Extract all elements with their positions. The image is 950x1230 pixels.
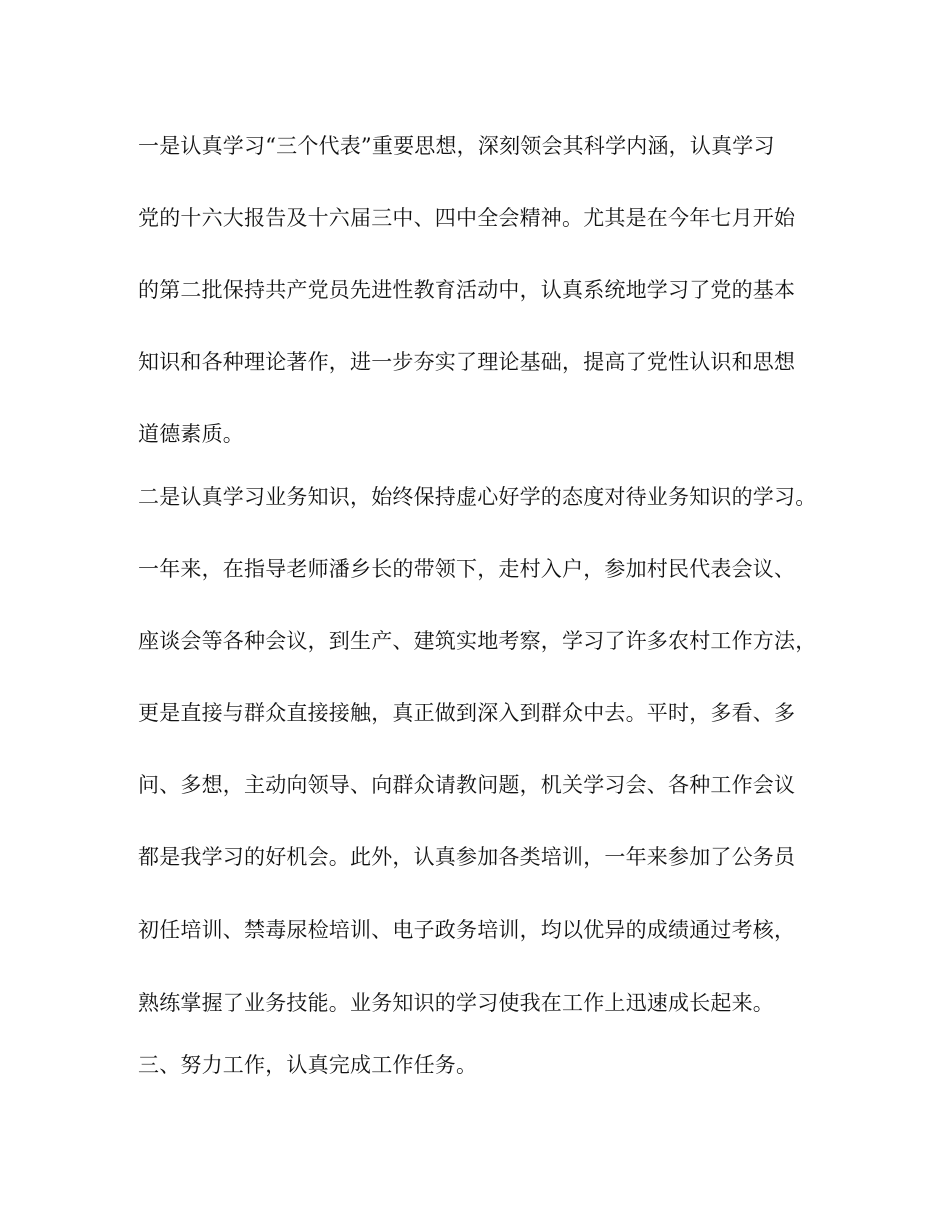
paragraph-line: 道德素质。 <box>138 422 244 446</box>
section-heading: 三、努力工作，认真完成工作任务。 <box>138 1053 478 1077</box>
paragraph-line: 熟练掌握了业务技能。业务知识的学习使我在工作上迅速成长起来。 <box>138 991 774 1015</box>
paragraph-line: 更是直接与群众直接接触，真正做到深入到群众中去。平时，多看、多 <box>138 701 796 725</box>
paragraph-line: 都是我学习的好机会。此外，认真参加各类培训，一年来参加了公务员 <box>138 845 796 869</box>
paragraph-line: 座谈会等各种会议，到生产、建筑实地考察，学习了许多农村工作方法， <box>138 629 817 653</box>
paragraph-line: 一是认真学习“三个代表”重要思想，深刻领会其科学内涵，认真学习 <box>138 134 775 158</box>
paragraph-line: 党的十六大报告及十六届三中、四中全会精神。尤其是在今年七月开始 <box>138 206 796 230</box>
paragraph-line: 一年来，在指导老师潘乡长的带领下，走村入户，参加村民代表会议、 <box>138 557 796 581</box>
paragraph-line: 问、多想，主动向领导、向群众请教问题，机关学习会、各种工作会议 <box>138 773 796 797</box>
paragraph-line: 二是认真学习业务知识，始终保持虚心好学的态度对待业务知识的学习。 <box>138 485 817 509</box>
paragraph-line: 的第二批保持共产党员先进性教育活动中，认真系统地学习了党的基本 <box>138 278 796 302</box>
paragraph-line: 初任培训、禁毒尿检培训、电子政务培训，均以优异的成绩通过考核， <box>138 918 796 942</box>
paragraph-line: 知识和各种理论著作，进一步夯实了理论基础，提高了党性认识和思想 <box>138 350 796 374</box>
